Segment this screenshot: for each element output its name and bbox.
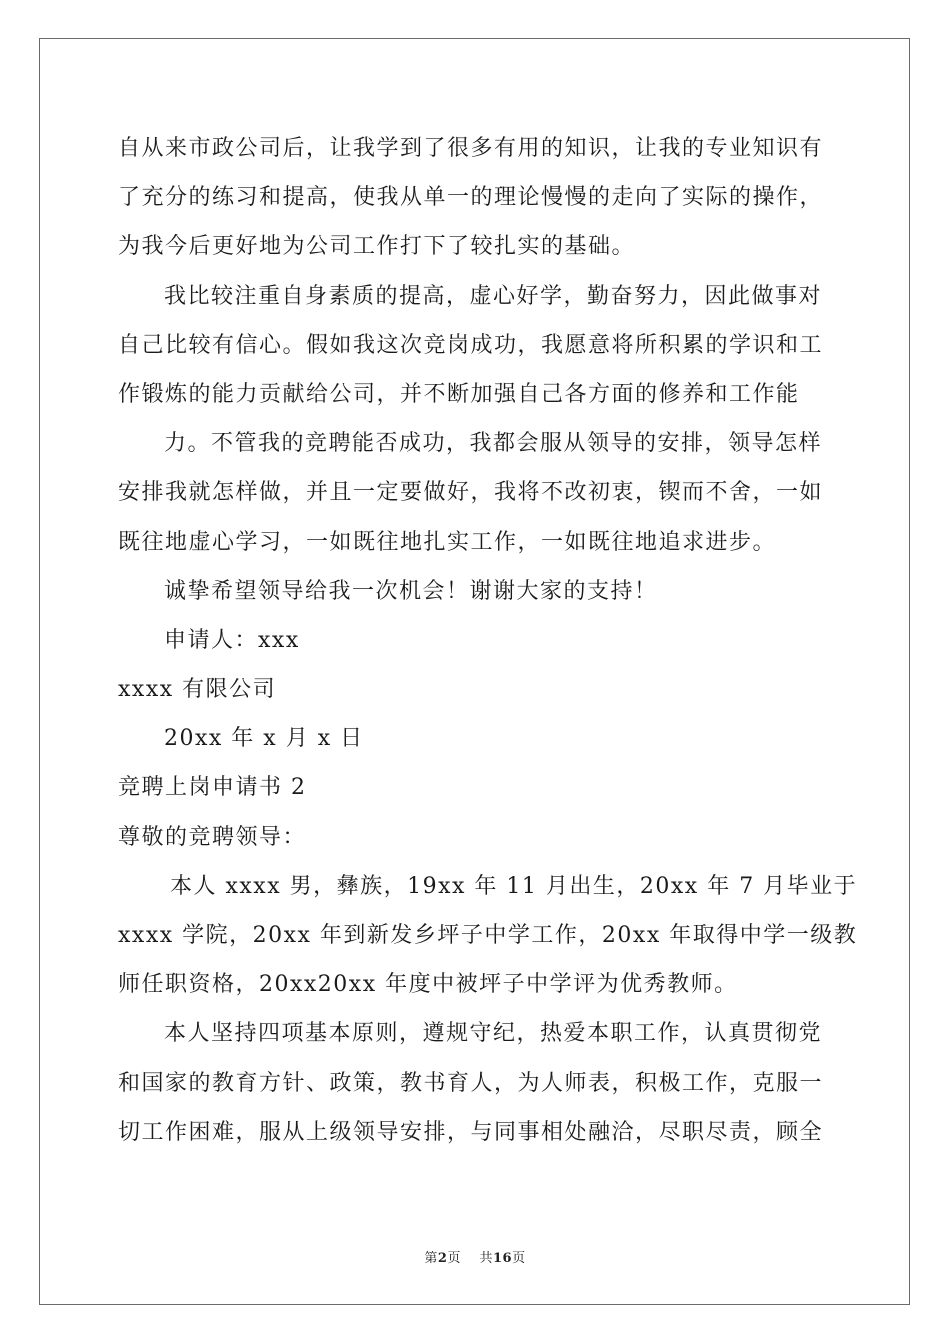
applicant-line: 申请人：xxx <box>164 627 300 653</box>
section-title: 竞聘上岗申请书 2 <box>118 775 307 801</box>
company-line: xxxx 有限公司 <box>118 677 277 703</box>
current-page-number: 2 <box>437 1251 448 1266</box>
text-line: 我比较注重自身素质的提高，虚心好学，勤奋努力，因此做事对 <box>164 283 823 309</box>
text-line: 切工作困难，服从上级领导安排，与同事相处融洽，尽职尽责，顾全 <box>118 1119 824 1145</box>
text-line: 本人坚持四项基本原则，遵规守纪，热爱本职工作，认真贯彻党 <box>164 1021 823 1047</box>
text-line: 本人 xxxx 男，彝族，19xx 年 11 月出生，20xx 年 7 月毕业于 <box>170 873 858 899</box>
text-line: 既往地虚心学习，一如既往地扎实工作，一如既往地追求进步。 <box>118 529 777 555</box>
text-line: 作锻炼的能力贡献给公司，并不断加强自己各方面的修养和工作能 <box>118 381 800 407</box>
text-line: 安排我就怎样做，并且一定要做好，我将不改初衷，锲而不舍，一如 <box>118 480 824 506</box>
text-line: 力。不管我的竞聘能否成功，我都会服从领导的安排，领导怎样 <box>164 431 823 457</box>
text-line: 和国家的教育方针、政策，教书育人，为人师表，积极工作，克服一 <box>118 1070 824 1096</box>
page-unit: 页 <box>447 1251 461 1266</box>
text-line: 自己比较有信心。假如我这次竞岗成功，我愿意将所积累的学识和工 <box>118 332 824 358</box>
salutation: 尊敬的竞聘领导： <box>118 824 307 850</box>
page-prefix: 第 <box>424 1251 438 1266</box>
page-number-footer <box>0 1247 950 1266</box>
text-line: 为我今后更好地为公司工作打下了较扎实的基础。 <box>118 234 636 260</box>
document-body <box>118 124 858 1157</box>
text-line: 师任职资格，20xx20xx 年度中被坪子中学评为优秀教师。 <box>118 972 738 998</box>
total-pages: 16 <box>493 1251 513 1266</box>
text-line: 诚挚希望领导给我一次机会！谢谢大家的支持！ <box>164 578 658 604</box>
total-prefix: 共 <box>479 1251 493 1266</box>
total-unit: 页 <box>512 1251 526 1266</box>
text-line: xxxx 学院，20xx 年到新发乡坪子中学工作，20xx 年取得中学一级教 <box>118 923 858 948</box>
date-line: 20xx 年 x 月 x 日 <box>164 726 364 752</box>
text-line: 了充分的练习和提高，使我从单一的理论慢慢的走向了实际的操作， <box>118 185 824 211</box>
text-line: 自从来市政公司后，让我学到了很多有用的知识，让我的专业知识有 <box>118 136 824 161</box>
